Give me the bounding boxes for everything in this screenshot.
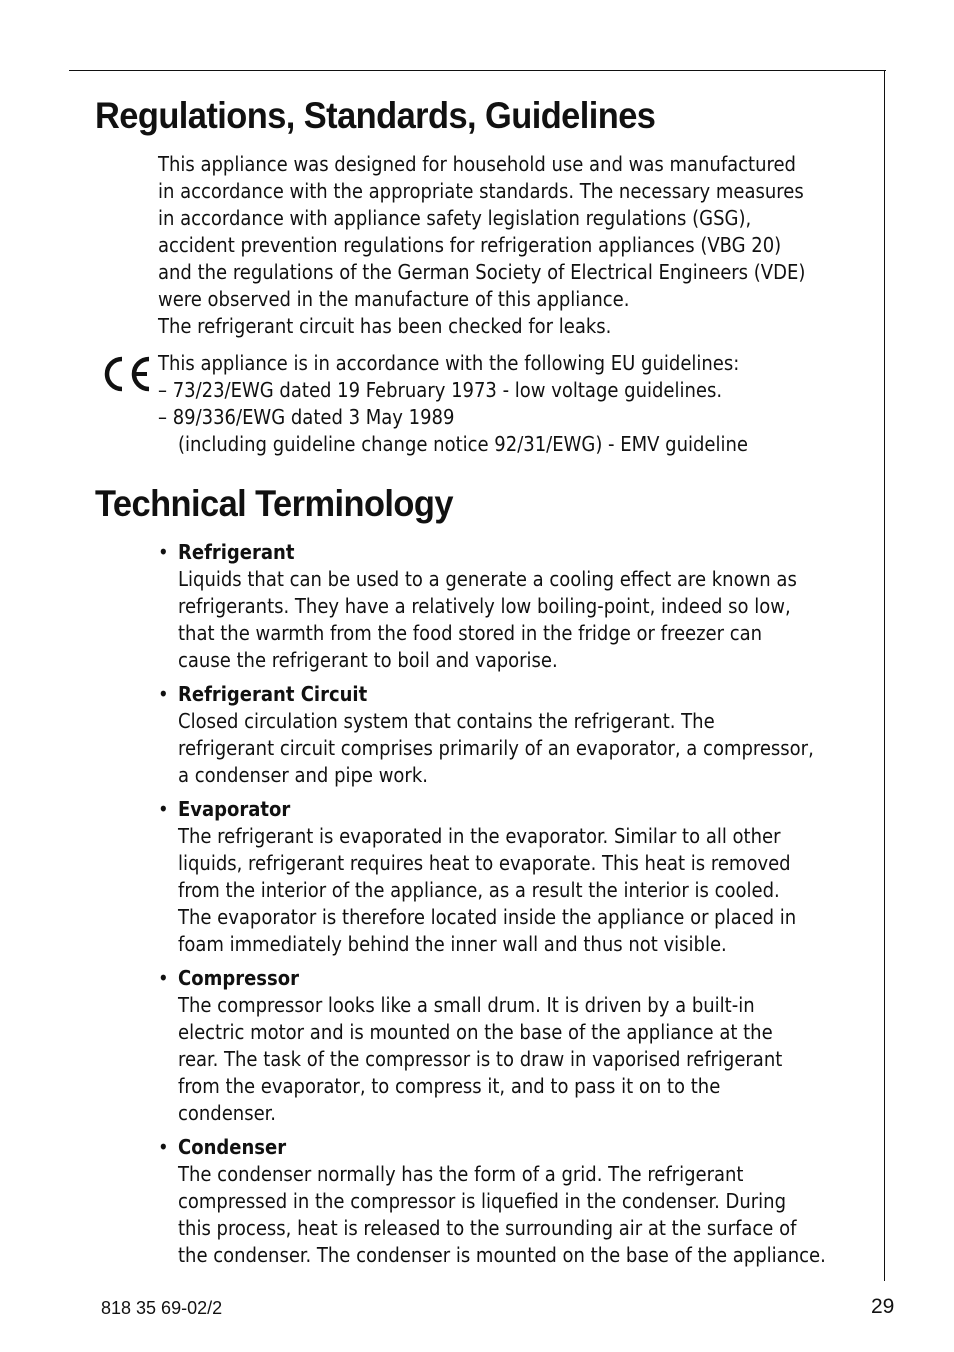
term-evaporator xyxy=(158,796,868,958)
bullet: • xyxy=(158,966,169,990)
intro-line: were observed in the manufacture of this appliance. xyxy=(158,287,630,311)
term-refrigerant-circuit xyxy=(158,681,868,789)
desc-line: this process, heat is released to the surrounding air at the surface of xyxy=(178,1216,797,1240)
right-margin-rule xyxy=(884,70,885,1281)
desc-line: The evaporator is therefore located inside the appliance or placed in xyxy=(178,905,797,929)
intro-line: in accordance with the appropriate standards. The necessary measures xyxy=(158,179,804,203)
desc-line: cause the refrigerant to boil and vaporise. xyxy=(178,648,558,672)
desc-line: from the interior of the appliance, as a result the interior is cooled. xyxy=(178,878,780,902)
terms-list xyxy=(158,539,868,1276)
desc-line: liquids, refrigerant requires heat to evaporate. This heat is removed xyxy=(178,851,791,875)
page-number: 29 xyxy=(871,1295,895,1318)
term-title: Condenser xyxy=(178,1135,287,1159)
term-description xyxy=(158,1161,868,1269)
intro-line: This appliance was designed for household use and was manufactured xyxy=(158,152,796,176)
desc-line: Liquids that can be used to a generate a cooling effect are known as xyxy=(178,567,797,591)
top-rule xyxy=(69,70,886,71)
desc-line: Closed circulation system that contains the refrigerant. The xyxy=(178,709,715,733)
eu-item: – 73/23/EWG dated 19 February 1973 - low voltage guidelines. xyxy=(158,378,723,402)
desc-line: electric motor and is mounted on the base of the appliance at the xyxy=(178,1020,773,1044)
desc-line: foam immediately behind the inner wall and thus not visible. xyxy=(178,932,727,956)
desc-line: condenser. xyxy=(178,1101,276,1125)
term-condenser xyxy=(158,1134,868,1269)
desc-line: refrigerant circuit comprises primarily of an evaporator, a compressor, xyxy=(178,736,814,760)
term-compressor xyxy=(158,965,868,1127)
term-title: Evaporator xyxy=(178,797,291,821)
intro-line: and the regulations of the German Society of Electrical Engineers (VDE) xyxy=(158,260,806,284)
desc-line: The refrigerant is evaporated in the evaporator. Similar to all other xyxy=(178,824,781,848)
intro-paragraph xyxy=(158,151,878,340)
intro-line: The refrigerant circuit has been checked for leaks. xyxy=(158,314,612,338)
term-description xyxy=(158,992,868,1127)
bullet: • xyxy=(158,1135,169,1159)
desc-line: compressed in the compressor is liquefied in the condenser. During xyxy=(178,1189,786,1213)
term-description xyxy=(158,708,868,789)
regulations-heading: Regulations, Standards, Guidelines xyxy=(95,95,656,136)
desc-line: the condenser. The condenser is mounted on the base of the appliance. xyxy=(178,1243,826,1267)
term-refrigerant xyxy=(158,539,868,674)
desc-line: that the warmth from the food stored in the fridge or freezer can xyxy=(178,621,763,645)
ce-mark-icon xyxy=(101,355,153,393)
term-description xyxy=(158,823,868,958)
eu-lead: This appliance is in accordance with the following EU guidelines: xyxy=(158,351,740,375)
term-title: Compressor xyxy=(178,966,299,990)
term-title: Refrigerant xyxy=(178,540,295,564)
bullet: • xyxy=(158,540,169,564)
desc-line: from the evaporator, to compress it, and to pass it on to the xyxy=(178,1074,721,1098)
desc-line: The condenser normally has the form of a grid. The refrigerant xyxy=(178,1162,744,1186)
desc-line: The compressor looks like a small drum. It is driven by a built-in xyxy=(178,993,755,1017)
desc-line: rear. The task of the compressor is to draw in vaporised refrigerant xyxy=(178,1047,783,1071)
intro-line: accident prevention regulations for refrigeration appliances (VBG 20) xyxy=(158,233,782,257)
bullet: • xyxy=(158,682,169,706)
document-code: 818 35 69-02/2 xyxy=(101,1298,223,1318)
eu-item: – 89/336/EWG dated 3 May 1989 xyxy=(158,405,455,429)
eu-item-continuation: (including guideline change notice 92/31/EWG) - EMV guideline xyxy=(178,432,748,456)
term-title: Refrigerant Circuit xyxy=(178,682,368,706)
bullet: • xyxy=(158,797,169,821)
term-description xyxy=(158,566,868,674)
terminology-heading: Technical Terminology xyxy=(95,483,453,524)
eu-guidelines xyxy=(158,350,878,458)
intro-line: in accordance with appliance safety legislation regulations (GSG), xyxy=(158,206,752,230)
desc-line: refrigerants. They have a relatively low boiling-point, indeed so low, xyxy=(178,594,791,618)
desc-line: a condenser and pipe work. xyxy=(178,763,428,787)
